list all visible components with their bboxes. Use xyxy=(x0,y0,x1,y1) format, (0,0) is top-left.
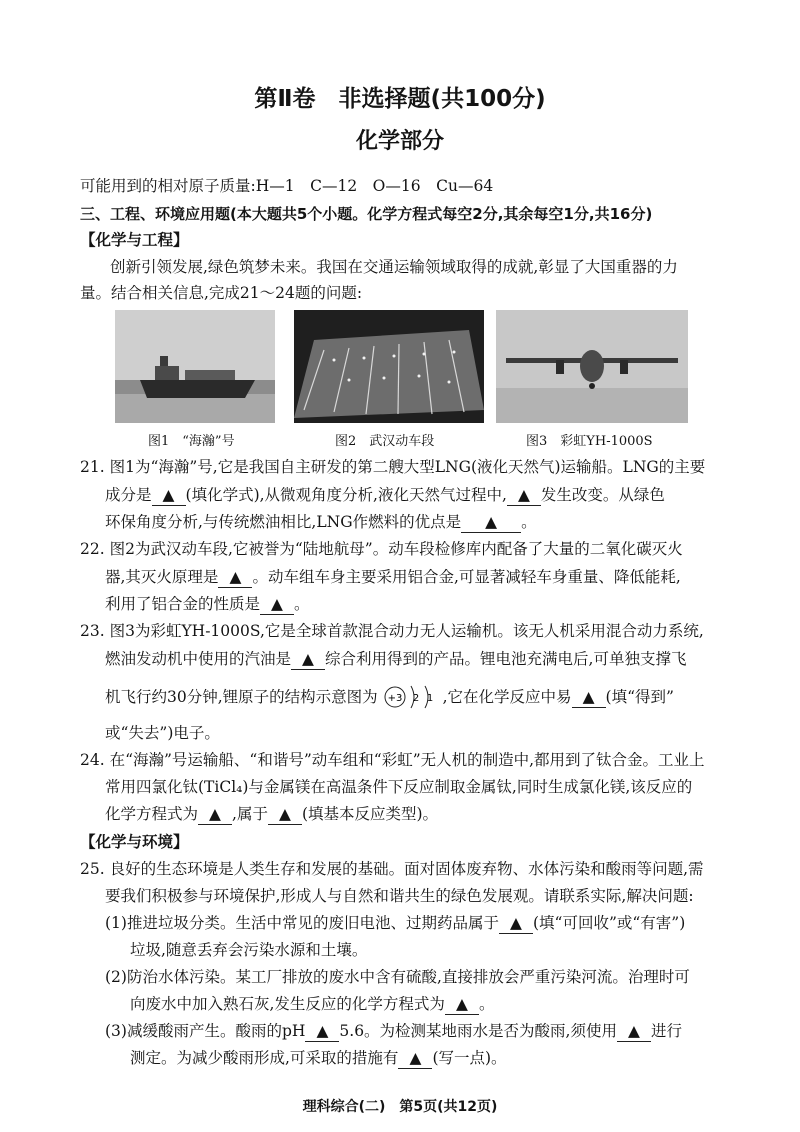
chem-eng-heading: 【化学与工程】 xyxy=(80,231,189,249)
chem-env-heading: 【化学与环境】 xyxy=(80,833,189,851)
section3-heading: 三、工程、环境应用题(本大题共5个小题。化学方程式每空2分,其余每空1分,共16分) xyxy=(80,205,653,223)
answer-blank: ▲ xyxy=(572,687,606,708)
answer-blank: ▲ xyxy=(260,594,294,615)
q21-line-2: 成分是 ▲ (填化学式),从微观角度分析,液化天然气过程中, ▲ 发生改变。从绿色 xyxy=(105,486,665,504)
q21-line-3: 环保角度分析,与传统燃油相比,LNG作燃料的优点是 ▲ 。 xyxy=(105,513,537,531)
lithium-shell-1: 2 xyxy=(412,693,419,704)
figure-3-caption: 图3 彩虹YH-1000S xyxy=(526,434,653,449)
answer-blank: ▲ xyxy=(291,649,325,670)
answer-blank: ▲ xyxy=(461,512,521,533)
answer-blank: ▲ xyxy=(507,485,541,506)
section-title: 第Ⅱ卷 非选择题(共100分) xyxy=(254,86,546,112)
q23-line-1: 23. 图3为彩虹YH-1000S,它是全球首款混合动力无人运输机。该无人机采用混合动力系统, xyxy=(80,622,704,640)
figure-2-depot-image xyxy=(294,310,484,423)
q22-line-1: 22. 图2为武汉动车段,它被誉为“陆地航母”。动车段检修库内配备了大量的二氧化碳灭火 xyxy=(80,540,683,558)
q25-line-1: 25. 良好的生态环境是人类生存和发展的基础。面对固体废弃物、水体污染和酸雨等问题,需 xyxy=(80,860,704,878)
q25-sub1-line-1: (1)推进垃圾分类。生活中常见的废旧电池、过期药品属于 ▲ (填“可回收”或“有害”) xyxy=(105,914,686,932)
q25-sub2-line-2: 向废水中加入熟石灰,发生反应的化学方程式为 ▲ 。 xyxy=(130,995,495,1013)
figure-2-caption: 图2 武汉动车段 xyxy=(335,434,435,449)
q24-line-3: 化学方程式为 ▲ ,属于 ▲ (填基本反应类型)。 xyxy=(105,805,439,823)
lithium-nucleus-charge: +3 xyxy=(387,693,402,704)
intro-line-1: 创新引领发展,绿色筑梦未来。我国在交通运输领域取得的成就,彰显了大国重器的力 xyxy=(110,258,678,276)
atomic-masses: 可能用到的相对原子质量:H—1 C—12 O—16 Cu—64 xyxy=(80,177,494,195)
q25-sub2-line-1: (2)防治水体污染。某工厂排放的废水中含有硫酸,直接排放会严重污染河流。治理时可 xyxy=(105,968,690,986)
answer-blank: ▲ xyxy=(499,913,533,934)
lithium-shell-2: 1 xyxy=(426,693,433,704)
answer-blank: ▲ xyxy=(198,804,232,825)
subject-title: 化学部分 xyxy=(355,129,444,154)
q25-line-2: 要我们积极参与环境保护,形成人与自然和谐共生的绿色发展观。请联系实际,解决问题: xyxy=(105,887,694,905)
answer-blank: ▲ xyxy=(445,994,479,1015)
q23-line-3: 机飞行约30分钟,锂原子的结构示意图为 +3 2 1 ,它在化学反应中易 ▲ (填“得到” xyxy=(105,688,674,706)
answer-blank: ▲ xyxy=(305,1021,339,1042)
answer-blank: ▲ xyxy=(152,485,186,506)
q23-line-2: 燃油发动机中使用的汽油是 ▲ 综合利用得到的产品。锂电池充满电后,可单独支撑飞 xyxy=(105,650,687,668)
intro-line-2: 量。结合相关信息,完成21～24题的问题: xyxy=(80,284,363,302)
q25-sub3-line-2: 测定。为减少酸雨形成,可采取的措施有 ▲ (写一点)。 xyxy=(130,1049,507,1067)
q22-line-2: 器,其灭火原理是 ▲ 。动车组车身主要采用铝合金,可显著减轻车身重量、降低能耗, xyxy=(105,568,681,586)
page-footer: 理科综合(二) 第5页(共12页) xyxy=(302,1099,498,1115)
q24-line-1: 24. 在“海瀚”号运输船、“和谐号”动车组和“彩虹”无人机的制造中,都用到了钛合金。工业上 xyxy=(80,751,705,769)
q22-line-3: 利用了铝合金的性质是 ▲ 。 xyxy=(105,595,310,613)
figure-1-ship-image xyxy=(115,310,275,423)
answer-blank: ▲ xyxy=(218,567,252,588)
q25-sub1-line-2: 垃圾,随意丢弃会污染水源和土壤。 xyxy=(130,941,368,959)
answer-blank: ▲ xyxy=(617,1021,651,1042)
lithium-atom-diagram xyxy=(383,688,443,708)
answer-blank: ▲ xyxy=(268,804,302,825)
q25-sub3-line-1: (3)减缓酸雨产生。酸雨的pH ▲ 5.6。为检测某地雨水是否为酸雨,须使用 ▲ 进行 xyxy=(105,1022,683,1040)
q24-line-2: 常用四氯化钛(TiCl₄)与金属镁在高温条件下反应制取金属钛,同时生成氯化镁,该反应的 xyxy=(105,778,693,796)
answer-blank: ▲ xyxy=(398,1048,432,1069)
figure-1-caption: 图1 “海瀚”号 xyxy=(148,434,235,449)
q21-line-1: 21. 图1为“海瀚”号,它是我国自主研发的第二艘大型LNG(液化天然气)运输船。LNG的主要 xyxy=(80,458,706,476)
q23-line-4: 或“失去”)电子。 xyxy=(105,724,220,742)
figure-3-aircraft-image xyxy=(496,310,688,423)
